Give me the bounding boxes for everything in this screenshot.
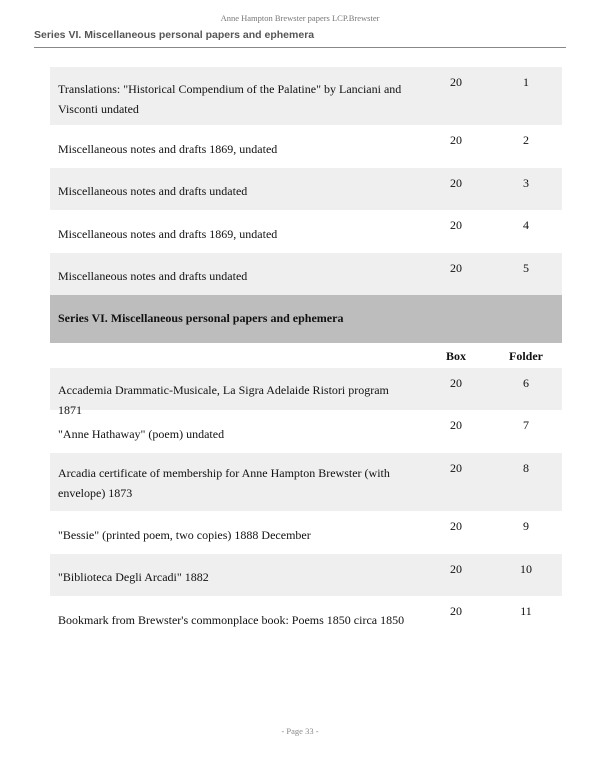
item-title: "Bessie" (printed poem, two copies) 1888 December	[58, 528, 311, 542]
item-title: Miscellaneous notes and drafts 1869, undated	[58, 142, 278, 156]
box-number: 20	[450, 75, 462, 89]
box-number: 20	[450, 604, 462, 618]
series-heading-label: Series VI. Miscellaneous personal papers and ephemera	[58, 311, 344, 325]
folder-number: 6	[523, 376, 529, 390]
item-title: Miscellaneous notes and drafts 1869, undated	[58, 227, 278, 241]
box-number: 20	[450, 562, 462, 576]
box-number: 20	[450, 461, 462, 475]
folder-number: 11	[520, 604, 532, 618]
box-number: 20	[450, 133, 462, 147]
series-heading	[50, 295, 562, 343]
box-number: 20	[450, 418, 462, 432]
folder-number: 5	[523, 261, 529, 275]
item-title: "Anne Hathaway" (poem) undated	[58, 427, 225, 441]
container-list-table	[50, 67, 562, 639]
table-row	[50, 368, 562, 417]
box-number: 20	[450, 376, 462, 390]
folder-number: 7	[523, 418, 529, 432]
box-number: 20	[450, 519, 462, 533]
table-row	[50, 596, 562, 639]
column-headers	[50, 343, 562, 368]
item-title: Bookmark from Brewster's commonplace book: Poems 1850 circa 1850	[58, 613, 405, 627]
table-row	[50, 554, 562, 596]
table-row	[50, 210, 562, 253]
item-title: Arcadia certificate of membership for Anne Hampton Brewster (with envelope) 1873	[58, 466, 390, 500]
box-number: 20	[450, 176, 462, 190]
item-title: Translations: "Historical Compendium of the Palatine" by Lanciani and Visconti undated	[58, 82, 402, 116]
folder-number: 2	[523, 133, 529, 147]
running-header: Anne Hampton Brewster papers LCP.Brewster	[220, 13, 380, 23]
table-row	[50, 168, 562, 210]
item-title: "Biblioteca Degli Arcadi" 1882	[58, 570, 209, 584]
section-header: Series VI. Miscellaneous personal papers and ephemera	[34, 29, 566, 48]
item-title: Miscellaneous notes and drafts undated	[58, 269, 248, 283]
table-row	[50, 410, 562, 453]
table-row	[50, 125, 562, 168]
table-row	[50, 253, 562, 295]
folder-number: 9	[523, 519, 529, 533]
item-title: Miscellaneous notes and drafts undated	[58, 184, 248, 198]
folder-number: 10	[520, 562, 532, 576]
folder-number: 8	[523, 461, 529, 475]
box-number: 20	[450, 218, 462, 232]
page-number: - Page 33 -	[281, 726, 319, 736]
box-number: 20	[450, 261, 462, 275]
box-column-header: Box	[445, 349, 466, 363]
table-row	[50, 67, 562, 125]
folder-number: 3	[523, 176, 529, 190]
table-row	[50, 453, 562, 511]
item-title: Accademia Drammatic-Musicale, La Sigra Adelaide Ristori program 1871	[58, 383, 389, 417]
folder-number: 4	[523, 218, 529, 232]
table-row	[50, 511, 562, 554]
folder-column-header: Folder	[509, 349, 543, 363]
folder-number: 1	[523, 75, 529, 89]
